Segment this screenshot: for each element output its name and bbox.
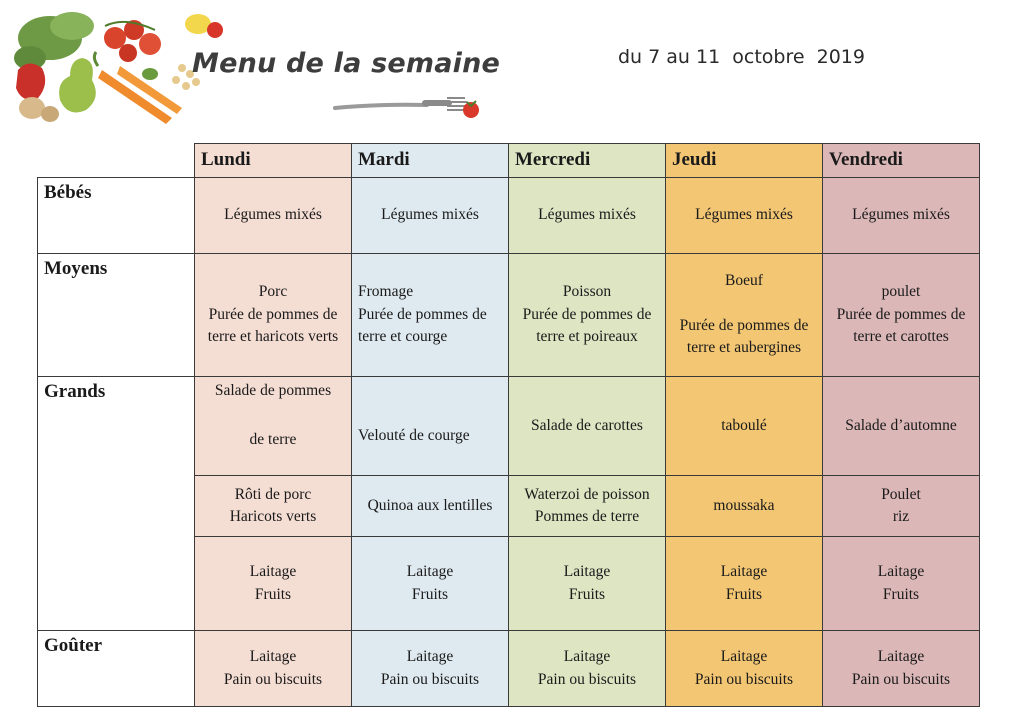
menu-cell-moyens-vendredi (822, 253, 980, 377)
menu-cell-grands-entree-mercredi (508, 376, 666, 476)
row-label-moyens: Moyens (37, 253, 195, 377)
dish-line: Laitage (877, 648, 925, 665)
header-lundi: Lundi (194, 143, 352, 178)
dish-line: Rôti de porc (234, 485, 312, 503)
menu-cell-gouter-vendredi (822, 630, 980, 707)
menu-cell-bebes-mercredi (508, 177, 666, 254)
dish-line: Porc (258, 283, 288, 301)
menu-cell-grands-plat-mercredi (508, 475, 666, 537)
dish-line: terre et poireaux (536, 328, 638, 346)
menu-cell-bebes-jeudi (665, 177, 823, 254)
header-mercredi: Mercredi (508, 143, 666, 178)
date-range: du 7 au 11 octobre 2019 (618, 46, 865, 68)
header-mardi: Mardi (351, 143, 509, 178)
dish-line: Salade de carottes (531, 416, 643, 434)
dish-line: terre et aubergines (686, 339, 802, 357)
dish-line: Laitage (720, 563, 768, 580)
header-vendredi: Vendredi (822, 143, 980, 178)
menu-cell-grands-entree-jeudi (665, 376, 823, 476)
row-label-grands: Grands (37, 376, 195, 631)
dish-line: Pain ou biscuits (223, 670, 323, 688)
dish-line: Fruits (568, 585, 606, 603)
menu-cell-grands-entree-mardi (351, 376, 509, 476)
row-label-bebes: Bébés (37, 177, 195, 254)
dish-line: Légumes mixés (852, 206, 950, 224)
menu-cell-bebes-mardi (351, 177, 509, 254)
dish-line: Velouté de courge (358, 426, 470, 444)
menu-cell-gouter-lundi (194, 630, 352, 707)
dish-line: Légumes mixés (538, 206, 636, 224)
dish-line: Fruits (411, 585, 449, 603)
menu-cell-grands-plat-mardi (351, 475, 509, 537)
dish-line: Pommes de terre (534, 508, 640, 525)
dish-line: Laitage (249, 648, 297, 665)
dish-line: Fruits (254, 585, 292, 603)
menu-cell-moyens-jeudi (665, 253, 823, 377)
dish-line: taboulé (721, 416, 767, 434)
fork-icon (333, 92, 483, 122)
menu-cell-gouter-mercredi (508, 630, 666, 707)
dish-line: Purée de pommes de (679, 316, 809, 334)
dish-line: poulet (881, 283, 921, 301)
dish-line: Pain ou biscuits (851, 670, 951, 688)
dish-line: Laitage (877, 563, 925, 580)
dish-line: Poulet (881, 485, 921, 503)
dish-line: terre et carottes (853, 328, 949, 346)
menu-cell-gouter-mardi (351, 630, 509, 707)
menu-cell-grands-dessert-vendredi (822, 536, 980, 631)
dish-line: Pain ou biscuits (380, 670, 480, 688)
dish-line: Laitage (563, 648, 611, 665)
menu-cell-grands-dessert-jeudi (665, 536, 823, 631)
menu-cell-grands-plat-vendredi (822, 475, 980, 537)
dish-line: Pain ou biscuits (694, 670, 794, 688)
dish-line: terre et haricots verts (207, 328, 339, 346)
dish-line: Légumes mixés (695, 206, 793, 224)
dish-line: terre et courge (358, 328, 448, 346)
dish-line: Laitage (563, 563, 611, 580)
dish-line: Laitage (406, 648, 454, 665)
dish-line: Waterzoi de poisson (524, 485, 650, 503)
dish-line: Poisson (562, 283, 612, 301)
dish-line: moussaka (713, 496, 775, 514)
dish-line: Purée de pommes de (522, 305, 652, 323)
menu-cell-moyens-lundi (194, 253, 352, 377)
menu-cell-gouter-jeudi (665, 630, 823, 707)
dish-line: Boeuf (725, 272, 763, 290)
menu-cell-moyens-mercredi (508, 253, 666, 377)
menu-cell-moyens-mardi (351, 253, 509, 377)
dish-line: Purée de pommes de (358, 305, 487, 323)
dish-line: Purée de pommes de (208, 305, 338, 323)
dish-line: Laitage (406, 563, 454, 580)
dish-line: Fruits (725, 585, 763, 603)
dish-line: riz (892, 508, 910, 525)
menu-cell-grands-dessert-mardi (351, 536, 509, 631)
row-label-gouter: Goûter (37, 630, 195, 707)
dish-line: Fruits (882, 585, 920, 603)
dish-line: Purée de pommes de (836, 305, 966, 323)
menu-cell-bebes-vendredi (822, 177, 980, 254)
dish-line: Légumes mixés (381, 206, 479, 224)
page-title: Menu de la semaine (192, 48, 501, 79)
menu-cell-grands-dessert-mercredi (508, 536, 666, 631)
menu-cell-bebes-lundi (194, 177, 352, 254)
menu-cell-grands-entree-lundi (194, 376, 352, 476)
dish-line: Fromage (358, 283, 414, 301)
dish-line: Pain ou biscuits (537, 670, 637, 688)
menu-cell-grands-plat-jeudi (665, 475, 823, 537)
menu-cell-grands-plat-lundi (194, 475, 352, 537)
dish-line: Laitage (249, 563, 297, 580)
dish-line: de terre (249, 430, 297, 448)
dish-line: Quinoa aux lentilles (367, 496, 493, 514)
dish-line: Salade de pommes (214, 382, 332, 399)
dish-line: Laitage (720, 648, 768, 665)
dish-line: Haricots verts (229, 508, 317, 525)
dish-line: Salade d’automne (845, 416, 957, 434)
menu-cell-grands-dessert-lundi (194, 536, 352, 631)
header-jeudi: Jeudi (665, 143, 823, 178)
dish-line: Légumes mixés (224, 206, 322, 224)
menu-cell-grands-entree-vendredi (822, 376, 980, 476)
